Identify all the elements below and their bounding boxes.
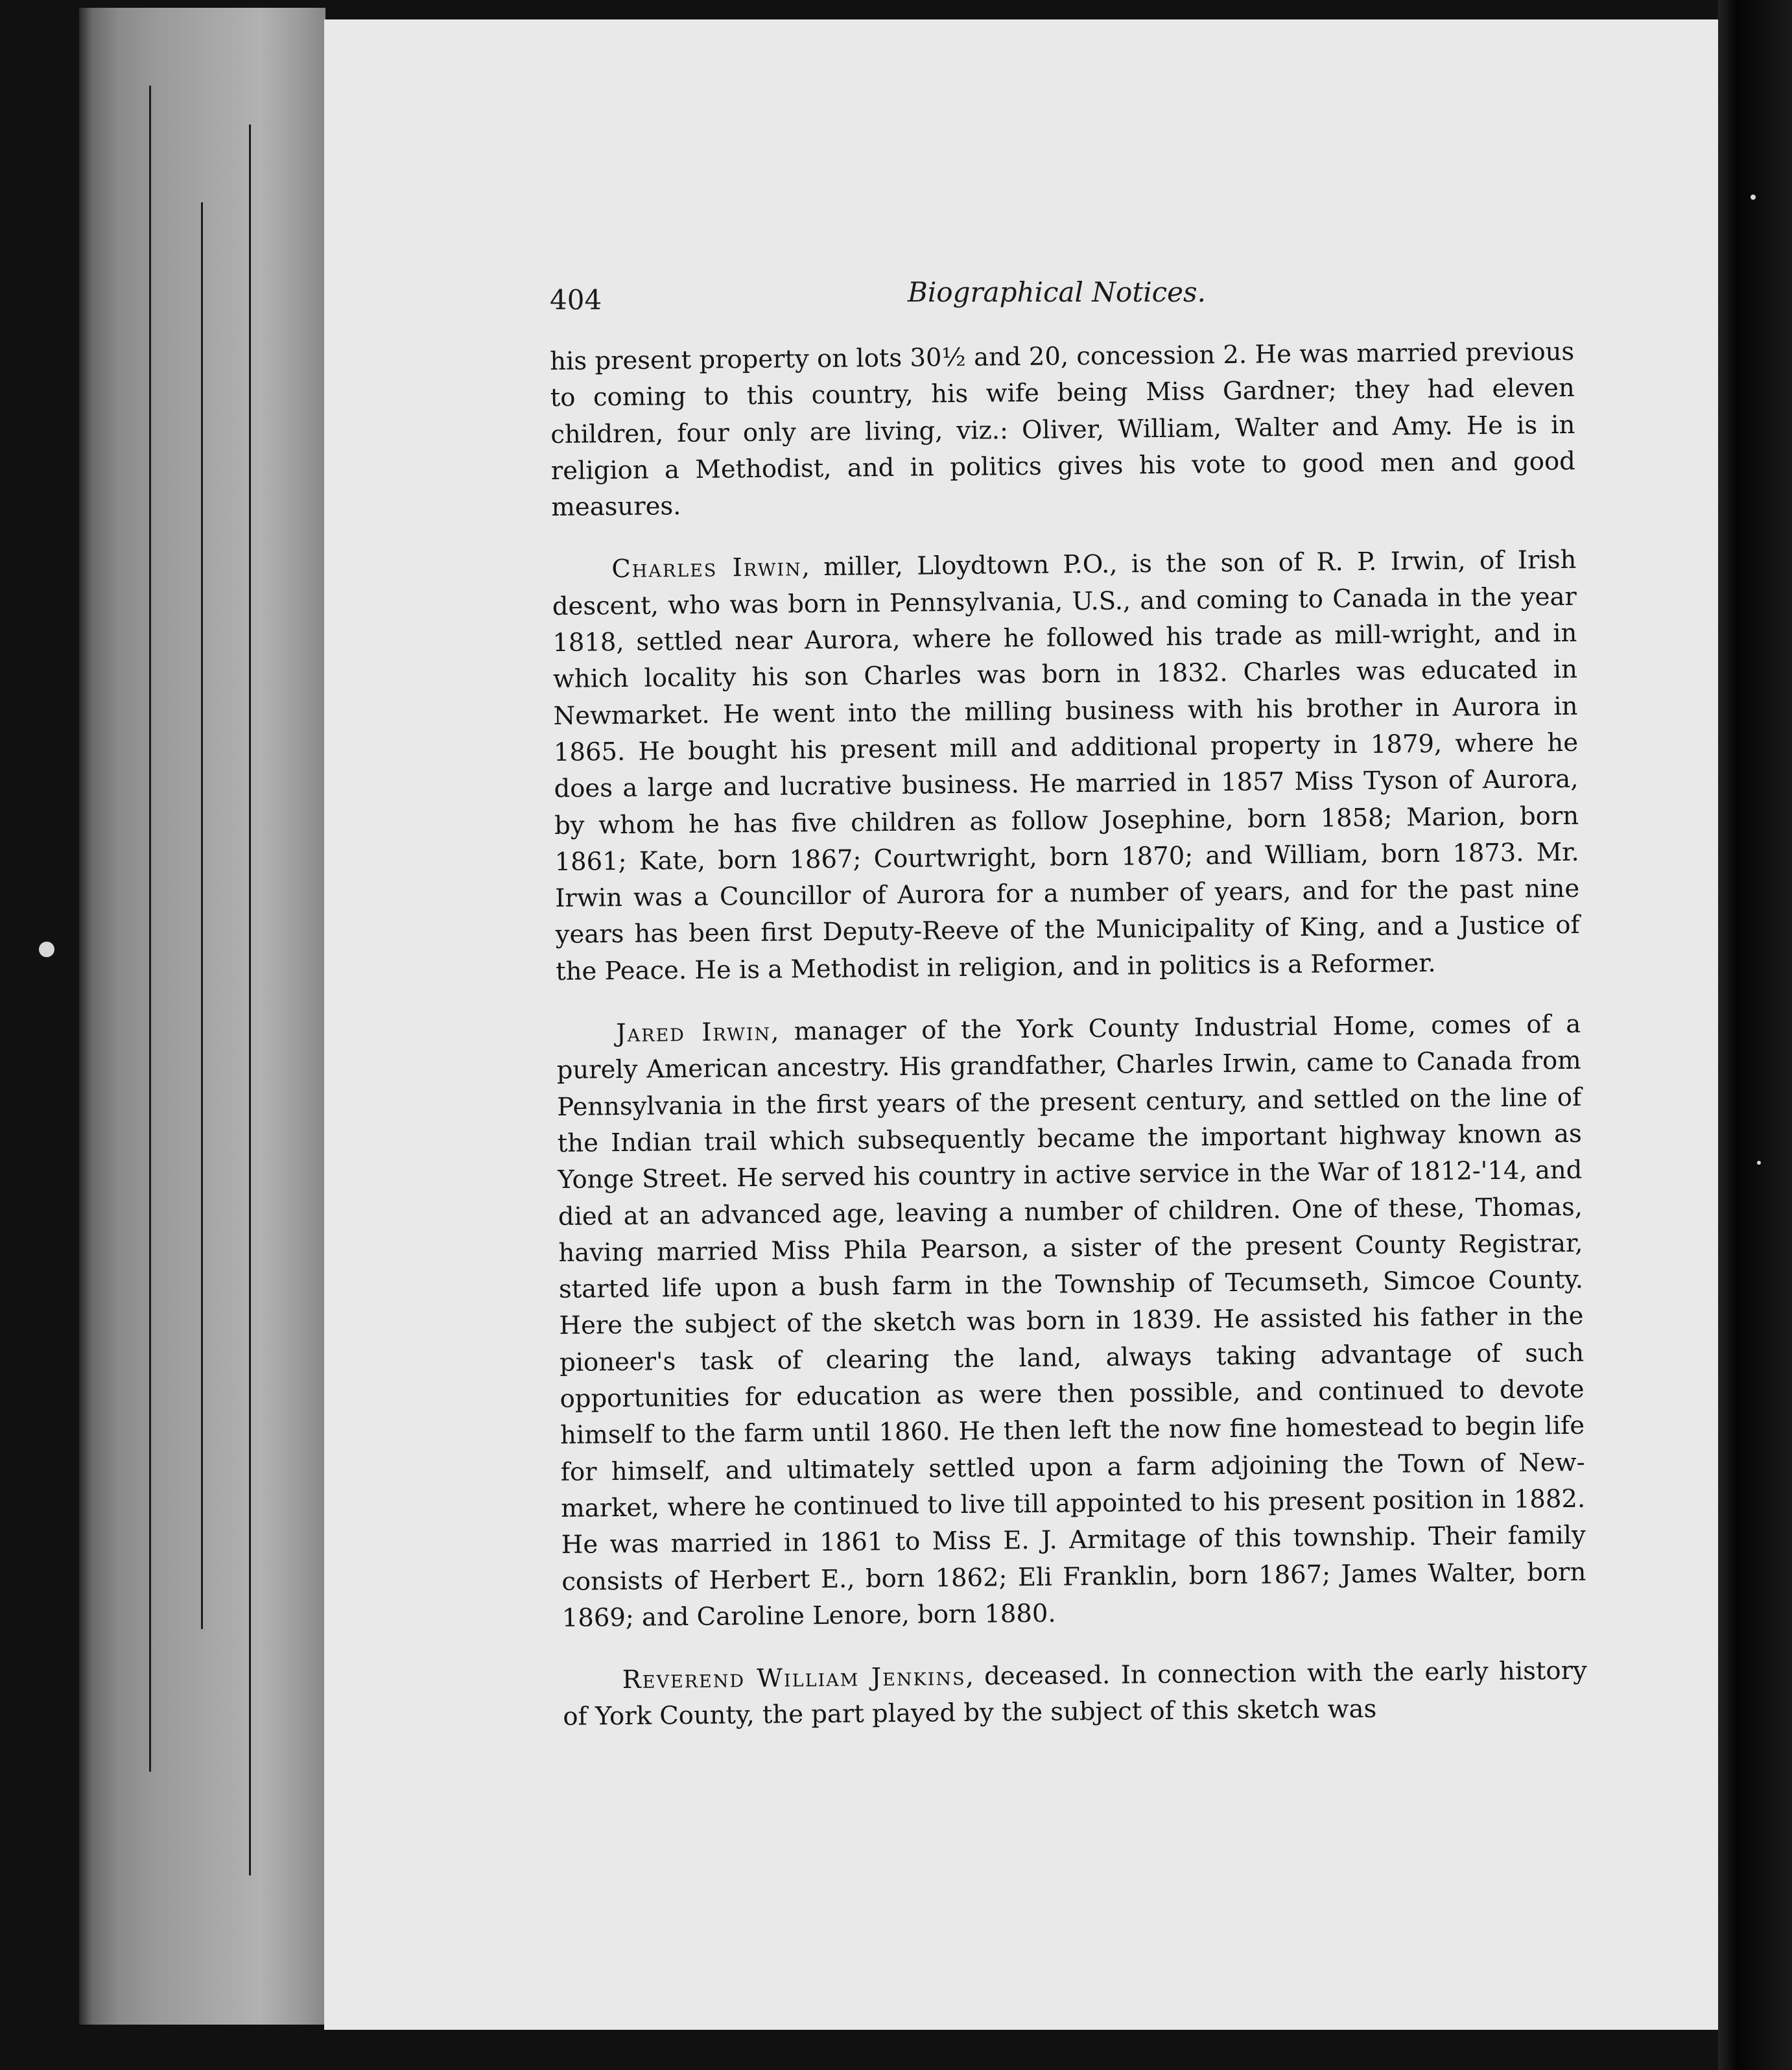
page-header bbox=[324, 271, 1725, 323]
page-number: 404 bbox=[550, 284, 602, 316]
paragraph-continuation bbox=[550, 334, 1576, 527]
page-edge-stack bbox=[79, 8, 325, 2025]
paragraph-text: his present property on lots 30½ and 20, concession 2. He was married previous to coming to this country, his wife being Miss Gardner; they had eleven children, four only are living, viz.: Oliver, William, Walter and Amy. He is in religion a Methodist, and in politics gives his vote to good men and good measures. bbox=[550, 337, 1576, 523]
entry-name: Jared Irwin bbox=[615, 1017, 772, 1049]
running-head: Biographical Notices. bbox=[908, 276, 1206, 308]
paragraph-text: , manager of the York County Industrial Home, comes of a purely American ancestry. His grandfather, Charles Irwin, came to Canada from Pennsylvania in the first years of the present century, and settled on the line of the Indian trail which subsequently became the important highway known as Yonge Street. He served his country in active service in the War of 1812-'14, and died at an advanced age, leaving a number of children. One of these, Thomas, having married Miss Phila Pearson, a sister of the present County Registrar, started life upon a bush farm in the Township of Tecumseth, Simcoe County. Here the subject of the sketch was born in 1839. He assisted his father in the pioneer's task of clearing the land, always taking advantage of such opportunities for education as were then possible, and continued to devote himself to the farm until 1860. He then left the now fine homestead to begin life for himself, and ultimately settled upon a farm adjoining the Town of New-market, where he continued to live till appointed to his present position in 1882. He was married in 1861 to Miss E. J. Armitage of this township. Their family consists of Herbert E., born 1862; Eli Franklin, born 1867; James Walter, born 1869; and Caroline Lenore, born 1880. bbox=[556, 1009, 1586, 1633]
binding-shadow bbox=[1718, 0, 1792, 2070]
dust-speck bbox=[39, 942, 54, 957]
dust-speck bbox=[1757, 1161, 1761, 1165]
page-edge-line bbox=[249, 125, 251, 1875]
paragraph-text: , miller, Lloydtown P.O., is the son of R. P. Irwin, of Irish descent, who was born in Pennsylvania, U.S., and coming to Canada in the year 1818, settled near Aurora, where he followed his trade as mill-wright, and in which locality his son Charles was born in 1832. Charles was educated in Newmarket. He went into the milling business with his brother in Aurora in 1865. He bought his present mill and additional property in 1879, where he does a large and lucrative business. He married in 1857 Miss Tyson of Aurora, by whom he has five children as follow Josephine, born 1858; Marion, born 1861; Kate, born 1867; Courtwright, born 1870; and William, born 1873. Mr. Irwin was a Councillor of Aurora for a number of years, and for the past nine years has been first Deputy-Reeve of the Municipality of King, and a Justice of the Peace. He is a Methodist in religion, and in politics is a Reformer. bbox=[552, 545, 1580, 986]
entry-name: Charles Irwin bbox=[611, 553, 802, 584]
dust-speck bbox=[1751, 195, 1756, 200]
entry-name: Reverend William Jenkins bbox=[622, 1662, 966, 1695]
page-edge-line bbox=[201, 202, 203, 1629]
page-edge-line bbox=[149, 86, 151, 1772]
paragraph-charles-irwin bbox=[552, 542, 1580, 990]
paragraph-text: , deceased. In connection with the early history of York County, the part played by the subject of this sketch was bbox=[563, 1656, 1587, 1732]
book-page bbox=[324, 19, 1725, 2030]
paragraph-william-jenkins bbox=[563, 1653, 1588, 1736]
paragraph-jared-irwin bbox=[556, 1006, 1586, 1637]
body-text bbox=[550, 334, 1588, 1736]
